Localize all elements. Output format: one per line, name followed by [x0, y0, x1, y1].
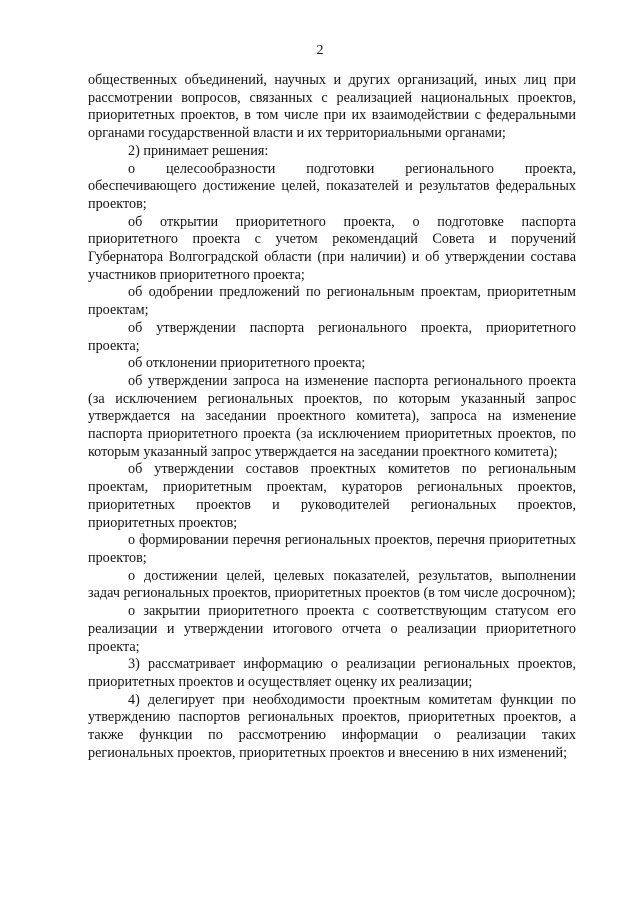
paragraph: об отклонении приоритетного проекта; — [128, 355, 366, 372]
paragraph: 2) принимает решения: — [128, 142, 269, 159]
paragraph: об утверждении паспорта регионального проекта, приоритетного проекта; — [88, 319, 576, 354]
paragraph: о целесообразности подготовки регионального проекта, обеспечивающего достижение целей, показателей и результатов федеральных проектов; — [88, 160, 576, 212]
paragraph: об утверждении запроса на изменение паспорта регионального проекта (за исключением региональных проектов, по которым указанный запрос утверждается на заседании проектного комитета), запроса на изменение паспорта приоритетного проекта (за исключением приоритетных проектов, по которым указанный запрос утверждается на заседании проектного комитета); — [88, 372, 576, 460]
paragraph: о достижении целей, целевых показателей, результатов, выполнении задач региональных проектов, приоритетных проектов (в том числе досрочном); — [88, 567, 576, 602]
paragraph: о закрытии приоритетного проекта с соответствующим статусом его реализации и утверждении итогового отчета о реализации приоритетного проекта; — [88, 603, 576, 655]
paragraph: 3) рассматривает информацию о реализации региональных проектов, приоритетных проектов и осуществляет оценку их реализации; — [88, 656, 576, 690]
paragraph: 4) делегирует при необходимости проектным комитетам функции по утверждению паспортов региональных проектов, приоритетных проектов, а также функции по рассмотрению информации о реализации таких региональных проектов, приоритетных проектов и внесению в них изменений; — [88, 691, 576, 761]
page-number: 2 — [316, 43, 324, 58]
paragraph: об утверждении составов проектных комитетов по региональным проектам, приоритетным проектам, кураторов региональных проектов, приоритетных проектов и руководителей региональных проектов, приоритетных проектов; — [88, 461, 576, 531]
document-body — [88, 72, 576, 762]
paragraph: об открытии приоритетного проекта, о подготовке паспорта приоритетного проекта с учетом рекомендаций Совета и поручений Губернатора Волгоградской области (при наличии) и об утверждении состава участников приоритетного проекта; — [88, 213, 576, 283]
paragraph: об одобрении предложений по региональным проектам, приоритетным проектам; — [88, 284, 576, 319]
paragraph: о формировании перечня региональных проектов, перечня приоритетных проектов; — [88, 532, 576, 566]
paragraph: общественных объединений, научных и других организаций, иных лиц при рассмотрении вопросов, связанных с реализацией национальных проектов, приоритетных проектов, в том числе при их взаимодействии с федеральными органами государственной власти и их территориальными органами; — [88, 72, 576, 142]
